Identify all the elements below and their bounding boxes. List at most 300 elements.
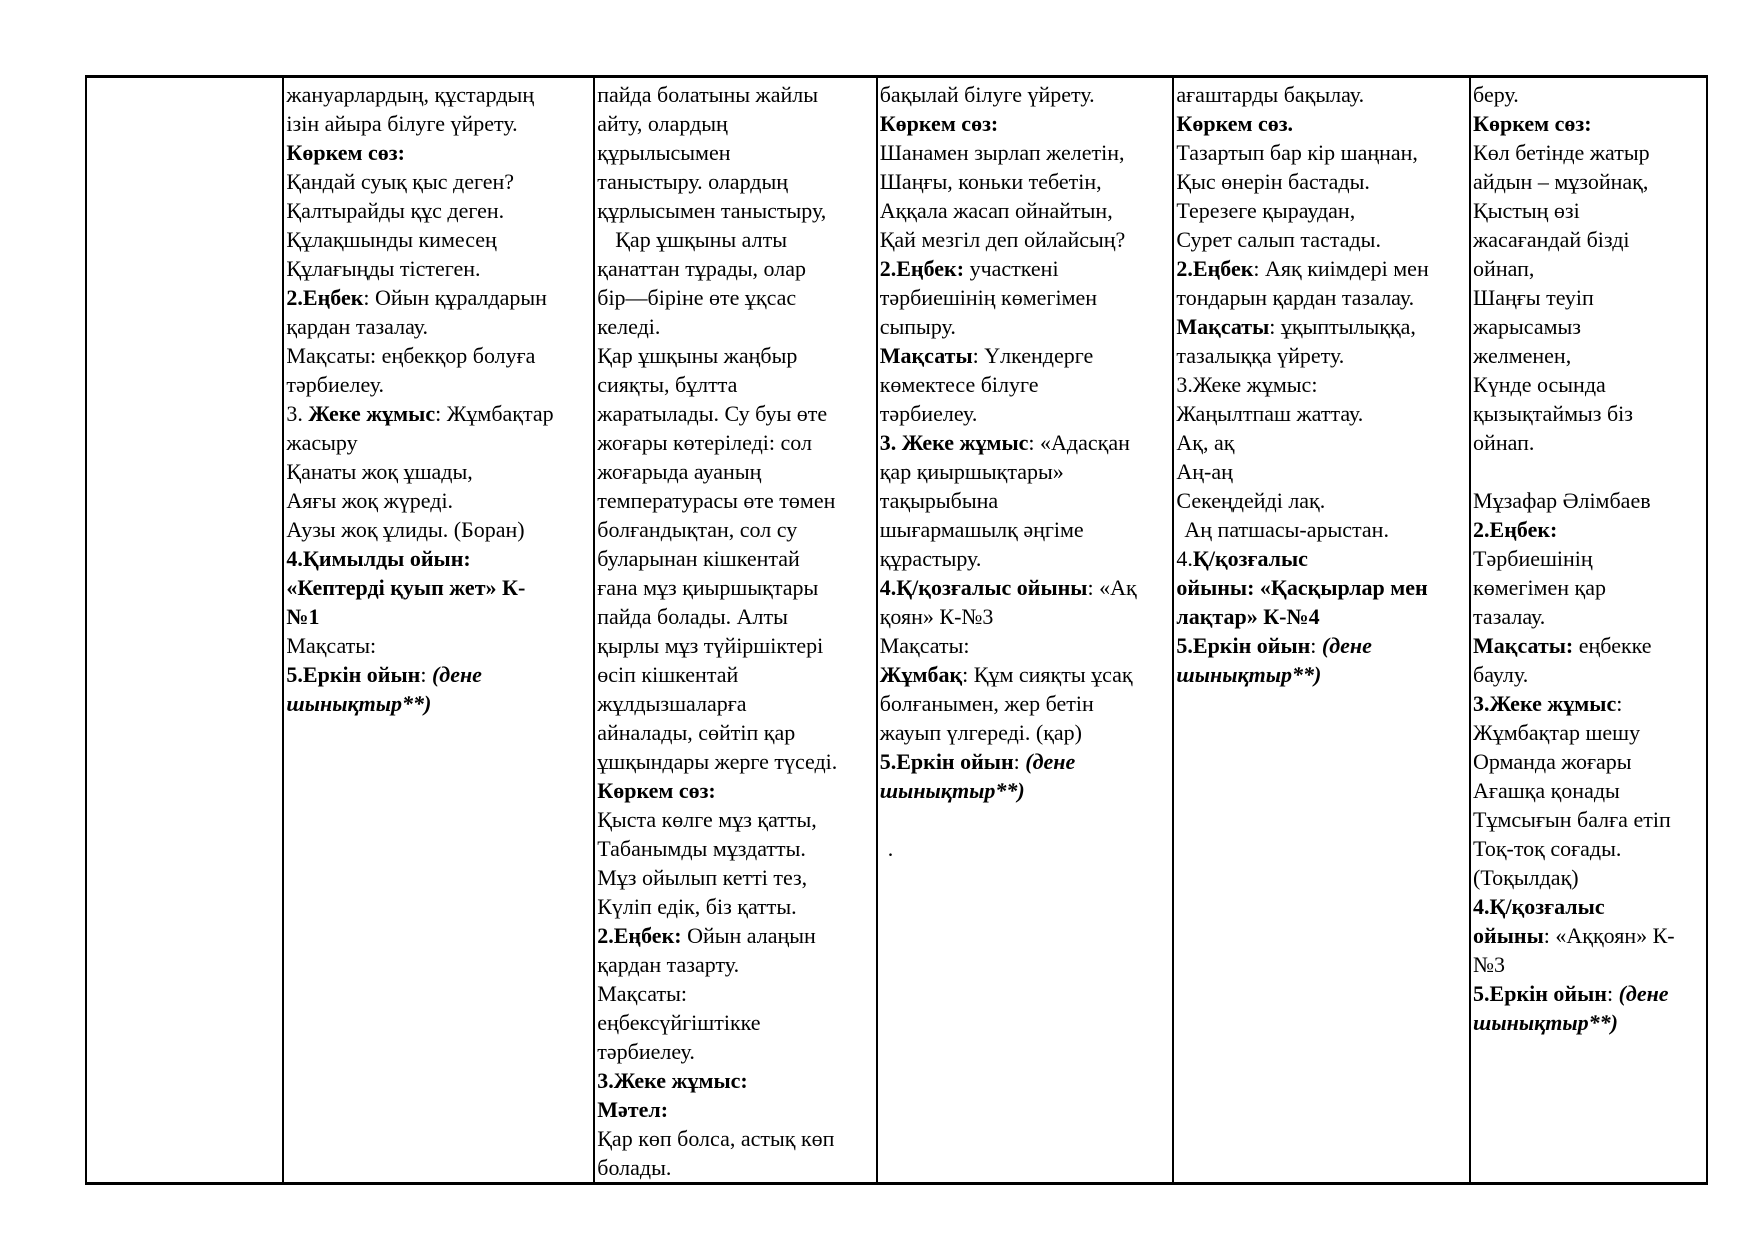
text-run: Мақсаты: <box>286 633 377 658</box>
text-line <box>286 254 591 283</box>
text-run: 2.Еңбек: <box>597 923 682 948</box>
text-line <box>597 457 873 486</box>
text-run: Көркем сөз: <box>1473 111 1592 136</box>
text-run: (дене <box>431 662 482 687</box>
text-line <box>1473 718 1704 747</box>
text-run: 4.Қимылды ойын: <box>286 546 471 571</box>
text-run: шынықтыр**) <box>1473 1010 1618 1035</box>
text-line <box>1473 399 1704 428</box>
text-line <box>880 602 1171 631</box>
text-run: шынықтыр**) <box>1176 662 1322 687</box>
text-line <box>1176 370 1467 399</box>
text-run: 3.Жеке жұмыс <box>1473 691 1617 716</box>
text-line <box>597 428 873 457</box>
text-run: қардан тазарту. <box>597 952 740 977</box>
text-run: Қыста көлге мұз қатты, <box>597 807 817 832</box>
text-line <box>597 602 873 631</box>
text-line <box>1473 283 1704 312</box>
text-line <box>1176 457 1467 486</box>
table-cell-label <box>86 77 283 1184</box>
text-run: Мақсаты: <box>879 633 970 658</box>
text-run: Мақсаты <box>879 343 973 368</box>
text-line <box>1176 341 1467 370</box>
text-run: Аң-аң <box>1176 459 1233 484</box>
text-line <box>597 660 873 689</box>
text-line <box>1473 196 1704 225</box>
text-run: Құлағыңды тістеген. <box>286 256 481 281</box>
text-line <box>880 689 1171 718</box>
text-line <box>286 109 591 138</box>
text-line <box>1473 341 1704 370</box>
text-run: 4.Қ/қозғалыс <box>1473 894 1605 919</box>
text-run: Қыс өнерін бастады. <box>1176 169 1370 194</box>
text-run: : «Адасқан <box>1028 430 1130 455</box>
text-run: айналады, сөйтіп қар <box>597 720 796 745</box>
text-run: шынықтыр**) <box>879 778 1025 803</box>
text-line <box>286 544 591 573</box>
text-line <box>880 660 1171 689</box>
text-run: : «Ақ <box>1087 575 1137 600</box>
text-line <box>880 283 1171 312</box>
text-run: ғана мұз қиыршықтары <box>597 575 819 600</box>
text-line <box>1176 544 1467 573</box>
text-run: 3. <box>286 401 309 426</box>
text-line <box>286 196 591 225</box>
text-run: Қ/қозғалыс <box>1192 546 1308 571</box>
text-line <box>597 631 873 660</box>
text-run: 5.Еркін ойын <box>1473 981 1607 1006</box>
text-line <box>597 950 873 979</box>
text-run: : <box>1606 981 1619 1006</box>
text-line <box>1176 225 1467 254</box>
text-line <box>286 573 591 602</box>
text-line <box>1473 486 1704 515</box>
text-run: жаратылады. Су буы өте <box>597 401 828 426</box>
text-run: қанаттан тұрады, олар <box>597 256 807 281</box>
text-run: болғанымен, жер бетін <box>879 691 1094 716</box>
text-line <box>1176 254 1467 283</box>
text-line <box>286 660 591 689</box>
text-run: температурасы өте төмен <box>597 488 836 513</box>
text-line <box>597 80 873 109</box>
text-line <box>286 486 591 515</box>
text-run: беру. <box>1473 82 1519 107</box>
text-line <box>597 1124 873 1153</box>
text-run: 3.Жеке жұмыс: <box>1176 372 1318 397</box>
text-line <box>597 1008 873 1037</box>
text-run: еңбексүйгіштікке <box>597 1010 761 1035</box>
text-run: (дене <box>1321 633 1372 658</box>
text-run: 2.Еңбек <box>1176 256 1254 281</box>
text-run: Құлақшынды кимесең <box>286 227 497 252</box>
text-line <box>597 1066 873 1095</box>
text-run: : <box>1616 691 1623 716</box>
text-line <box>1176 573 1467 602</box>
text-line <box>597 689 873 718</box>
text-line <box>1473 515 1704 544</box>
text-run: құрлысымен таныстыру, <box>597 198 827 223</box>
text-run: Тәрбиешінің <box>1473 546 1593 571</box>
text-run: желменен, <box>1473 343 1572 368</box>
text-line <box>597 109 873 138</box>
text-run: : Жұмбақтар <box>435 401 554 426</box>
text-line <box>597 892 873 921</box>
text-run: Жұмбақтар шешу <box>1473 720 1641 745</box>
text-run: : <box>420 662 432 687</box>
text-run: Табанымды мұздатты. <box>597 836 806 861</box>
text-run: ізін айыра білуге үйрету. <box>286 111 518 136</box>
text-line <box>1473 921 1704 950</box>
text-line <box>1176 80 1467 109</box>
text-run: Қалтырайды құс деген. <box>286 198 505 223</box>
text-line <box>880 515 1171 544</box>
text-line <box>1176 138 1467 167</box>
text-line <box>880 399 1171 428</box>
text-line <box>286 312 591 341</box>
text-line <box>286 167 591 196</box>
text-run: құрастыру. <box>879 546 982 571</box>
text-line <box>597 1095 873 1124</box>
text-line <box>1473 834 1704 863</box>
text-run: қызықтаймыз біз <box>1473 401 1633 426</box>
table-cell-day-4 <box>1173 77 1470 1184</box>
text-run: Ақ, ақ <box>1176 430 1235 455</box>
text-run: құрылысымен <box>597 140 731 165</box>
text-run: жануарлардың, құстардың <box>286 82 535 107</box>
text-run: ойыны <box>1473 923 1544 948</box>
text-line <box>880 80 1171 109</box>
text-line <box>597 138 873 167</box>
text-line <box>597 515 873 544</box>
text-line <box>880 428 1171 457</box>
text-run: тәрбиелеу. <box>286 372 385 397</box>
text-run: 3. Жеке жұмыс <box>879 430 1029 455</box>
text-line <box>597 834 873 863</box>
text-run: Қар көп болса, астық көп <box>597 1126 835 1151</box>
text-run: Аяғы жоқ жүреді. <box>286 488 454 513</box>
blank-line <box>1473 457 1704 486</box>
text-line <box>597 254 873 283</box>
text-line <box>1176 399 1467 428</box>
text-line <box>597 573 873 602</box>
text-run: №1 <box>286 604 320 629</box>
text-run: тазалау. <box>1473 604 1546 629</box>
text-run: жауып үлгереді. (қар) <box>879 720 1082 745</box>
table-cell-day-5 <box>1470 77 1707 1184</box>
text-line <box>880 225 1171 254</box>
text-line <box>597 747 873 776</box>
text-run: 5.Еркін ойын <box>879 749 1014 774</box>
text-run: 3.Жеке жұмыс: <box>597 1068 748 1093</box>
text-run: тәрбиелеу. <box>879 401 978 426</box>
text-run: Қандай суық қыс деген? <box>286 169 515 194</box>
text-run: Шаңғы теуіп <box>1473 285 1594 310</box>
text-line <box>1176 196 1467 225</box>
text-line <box>1176 428 1467 457</box>
text-line <box>597 1037 873 1066</box>
text-line <box>880 254 1171 283</box>
text-line <box>1176 515 1467 544</box>
text-line <box>1473 892 1704 921</box>
text-line <box>880 457 1171 486</box>
text-run: Қар ұшқыны алты <box>615 227 787 252</box>
text-line <box>1473 689 1704 718</box>
text-run: Мақсаты: <box>1473 633 1574 658</box>
text-run: жоғары көтеріледі: сол <box>597 430 812 455</box>
text-line <box>880 631 1171 660</box>
text-run: : ұқыптылыққа, <box>1269 314 1416 339</box>
text-run: жұлдызшаларға <box>597 691 747 716</box>
text-line <box>1473 747 1704 776</box>
text-run: 2.Еңбек: <box>1473 517 1558 542</box>
text-line <box>597 370 873 399</box>
text-run: (дене <box>1025 749 1076 774</box>
text-line <box>880 109 1171 138</box>
text-run: қар қиыршықтары» <box>879 459 1064 484</box>
text-line <box>597 544 873 573</box>
text-run: сыпыру. <box>879 314 956 339</box>
text-run: жасыру <box>286 430 358 455</box>
text-run: «Кептерді қуып жет» К- <box>286 575 526 600</box>
text-run: : <box>1310 633 1322 658</box>
text-line <box>880 544 1171 573</box>
text-run: ойыны: «Қасқырлар мен <box>1176 575 1428 600</box>
text-run: 5.Еркін ойын <box>1176 633 1311 658</box>
text-run: : Құм сияқты ұсақ <box>962 662 1133 687</box>
text-run: участкені <box>964 256 1059 281</box>
text-run: Аузы жоқ ұлиды. (Боран) <box>286 517 525 542</box>
table-cell-day-2 <box>594 77 876 1184</box>
text-line <box>1176 167 1467 196</box>
text-run: ағаштарды бақылау. <box>1176 82 1365 107</box>
text-line <box>1473 80 1704 109</box>
text-line <box>1473 660 1704 689</box>
text-run: тазалыққа үйрету. <box>1176 343 1345 368</box>
text-run: : «Аққоян» К- <box>1543 923 1675 948</box>
text-run: 2.Еңбек: <box>879 256 965 281</box>
table-row <box>86 77 1707 1184</box>
text-line <box>1473 370 1704 399</box>
text-run: шығармашылқ әңгіме <box>879 517 1084 542</box>
text-line <box>1473 805 1704 834</box>
text-run: Мұз ойылып кетті тез, <box>597 865 808 890</box>
text-line <box>597 863 873 892</box>
plan-table <box>85 75 1708 1185</box>
text-run: айту, олардың <box>597 111 728 136</box>
text-run: Қанаты жоқ ұшады, <box>286 459 473 484</box>
text-line <box>1473 979 1704 1008</box>
text-line <box>597 921 873 950</box>
text-run: Мұзафар Әлімбаев <box>1473 488 1651 513</box>
text-run: таныстыру. олардың <box>597 169 789 194</box>
text-line <box>1473 254 1704 283</box>
text-line <box>286 602 591 631</box>
text-line <box>1473 544 1704 573</box>
text-run: Қай мезгіл деп ойлайсың? <box>879 227 1126 252</box>
text-run: жарысамыз <box>1473 314 1581 339</box>
text-line <box>1176 660 1467 689</box>
text-run: Шаңғы, коньки тебетін, <box>879 169 1102 194</box>
text-run: Көркем сөз: <box>286 140 405 165</box>
text-run: көмектесе білуге <box>879 372 1039 397</box>
text-run: Көл бетінде жатыр <box>1473 140 1650 165</box>
text-line <box>286 515 591 544</box>
text-run: : Ойын құралдарын <box>363 285 547 310</box>
text-run: шынықтыр**) <box>286 691 432 716</box>
text-line <box>286 689 591 718</box>
text-line <box>880 747 1171 776</box>
text-run: Мақсаты: еңбекқор болуға <box>286 343 536 368</box>
text-run: 4. <box>1176 546 1193 571</box>
text-line <box>597 1153 873 1182</box>
text-line <box>597 805 873 834</box>
text-run: Мақсаты <box>1176 314 1270 339</box>
text-line <box>1473 776 1704 805</box>
text-line <box>597 341 873 370</box>
text-line <box>597 312 873 341</box>
text-run: сияқты, бұлтта <box>597 372 738 397</box>
text-line <box>880 138 1171 167</box>
text-line <box>286 341 591 370</box>
text-line <box>286 399 591 428</box>
text-line <box>286 457 591 486</box>
text-run: 2.Еңбек <box>286 285 364 310</box>
text-line <box>1473 950 1704 979</box>
text-run: қырлы мұз түйіршіктері <box>597 633 824 658</box>
text-line <box>880 718 1171 747</box>
text-line <box>1473 138 1704 167</box>
text-run: : Аяқ киімдері мен <box>1253 256 1429 281</box>
text-run: ойнап. <box>1473 430 1535 455</box>
text-run: келеді. <box>597 314 661 339</box>
text-run: ойнап, <box>1473 256 1535 281</box>
text-run: Ағашқа қонады <box>1473 778 1620 803</box>
text-run: Орманда жоғары <box>1473 749 1632 774</box>
text-run: Мәтел: <box>597 1097 669 1122</box>
text-run: Көркем сөз: <box>879 111 999 136</box>
text-run: болғандықтан, сол су <box>597 517 798 542</box>
text-run: ұшқындары жерге түседі. <box>597 749 838 774</box>
text-line <box>1473 225 1704 254</box>
text-line <box>286 631 591 660</box>
text-run: қоян» К-№3 <box>879 604 994 629</box>
text-line <box>1473 109 1704 138</box>
text-line <box>1473 167 1704 196</box>
text-line <box>1176 602 1467 631</box>
text-run: лақтар» К-№4 <box>1176 604 1320 629</box>
text-line <box>286 225 591 254</box>
text-line <box>286 428 591 457</box>
text-run: бір—біріне өте ұқсас <box>597 285 797 310</box>
text-run: Шанамен зырлап желетін, <box>879 140 1125 165</box>
text-run: Терезеге қыраудан, <box>1176 198 1356 223</box>
text-run: Ойын алаңын <box>681 923 816 948</box>
text-run: Жеке жұмыс <box>308 401 436 426</box>
text-run: Көркем сөз: <box>597 778 716 803</box>
text-run: көмегімен қар <box>1473 575 1606 600</box>
text-line <box>1473 602 1704 631</box>
text-line <box>597 225 873 254</box>
text-line <box>597 718 873 747</box>
text-run: . <box>887 836 894 861</box>
text-run: пайда болатыны жайлы <box>597 82 819 107</box>
text-run: айдын – мұзойнақ, <box>1473 169 1649 194</box>
text-run: Қар ұшқыны жаңбыр <box>597 343 798 368</box>
text-run: тақырыбына <box>879 488 999 513</box>
text-run: : Үлкендерге <box>972 343 1094 368</box>
text-run: өсіп кішкентай <box>597 662 739 687</box>
text-line <box>1473 631 1704 660</box>
text-run: тәрбиелеу. <box>597 1039 695 1064</box>
text-run: Жұмбақ <box>879 662 963 687</box>
text-line <box>880 776 1171 805</box>
text-line <box>880 834 1171 863</box>
text-line <box>1473 312 1704 341</box>
text-line <box>1176 486 1467 515</box>
text-run: пайда болады. Алты <box>597 604 788 629</box>
text-run: Көркем сөз. <box>1176 111 1294 136</box>
text-run: (дене <box>1618 981 1669 1006</box>
text-run: Күнде осында <box>1473 372 1606 397</box>
text-run: баулу. <box>1473 662 1529 687</box>
text-run: Мақсаты: <box>597 981 688 1006</box>
text-run: №3 <box>1473 952 1506 977</box>
text-line <box>597 776 873 805</box>
text-line <box>597 486 873 515</box>
text-run: болады. <box>597 1155 672 1180</box>
text-run: : <box>1013 749 1026 774</box>
text-run: Тұмсығын балға етіп <box>1473 807 1671 832</box>
text-line <box>286 283 591 312</box>
text-run: Тазартып бар кір шаңнан, <box>1176 140 1418 165</box>
text-run: (Тоқылдақ) <box>1473 865 1579 890</box>
text-line <box>880 341 1171 370</box>
text-run: Аққала жасап ойнайтын, <box>879 198 1113 223</box>
text-line <box>597 399 873 428</box>
text-run: Жаңылтпаш жаттау. <box>1176 401 1364 426</box>
text-line <box>880 167 1171 196</box>
text-line <box>1176 312 1467 341</box>
blank-line <box>880 805 1171 834</box>
text-line <box>286 138 591 167</box>
text-line <box>880 573 1171 602</box>
table-cell-day-3 <box>877 77 1174 1184</box>
text-run: жасағандай бізді <box>1473 227 1630 252</box>
text-run: жоғарыда ауаның <box>597 459 762 484</box>
text-line <box>597 979 873 1008</box>
text-line <box>1473 1008 1704 1037</box>
text-run: Сурет салып тастады. <box>1176 227 1381 252</box>
text-line <box>286 80 591 109</box>
text-line <box>880 486 1171 515</box>
text-line <box>1176 631 1467 660</box>
text-line <box>880 370 1171 399</box>
text-line <box>597 196 873 225</box>
text-run: Тоқ-тоқ соғады. <box>1473 836 1622 861</box>
text-run: еңбекке <box>1573 633 1652 658</box>
text-run: Аң патшасы-арыстан. <box>1184 517 1389 542</box>
text-line <box>880 312 1171 341</box>
text-line <box>880 196 1171 225</box>
text-line <box>597 167 873 196</box>
text-run: қардан тазалау. <box>286 314 429 339</box>
text-run: 4.Қ/қозғалыс ойыны <box>879 575 1088 600</box>
text-run: 5.Еркін ойын <box>286 662 421 687</box>
text-run: буларынан кішкентай <box>597 546 800 571</box>
text-run: бақылай білуге үйрету. <box>879 82 1095 107</box>
table-cell-day-1 <box>283 77 594 1184</box>
text-line <box>286 370 591 399</box>
